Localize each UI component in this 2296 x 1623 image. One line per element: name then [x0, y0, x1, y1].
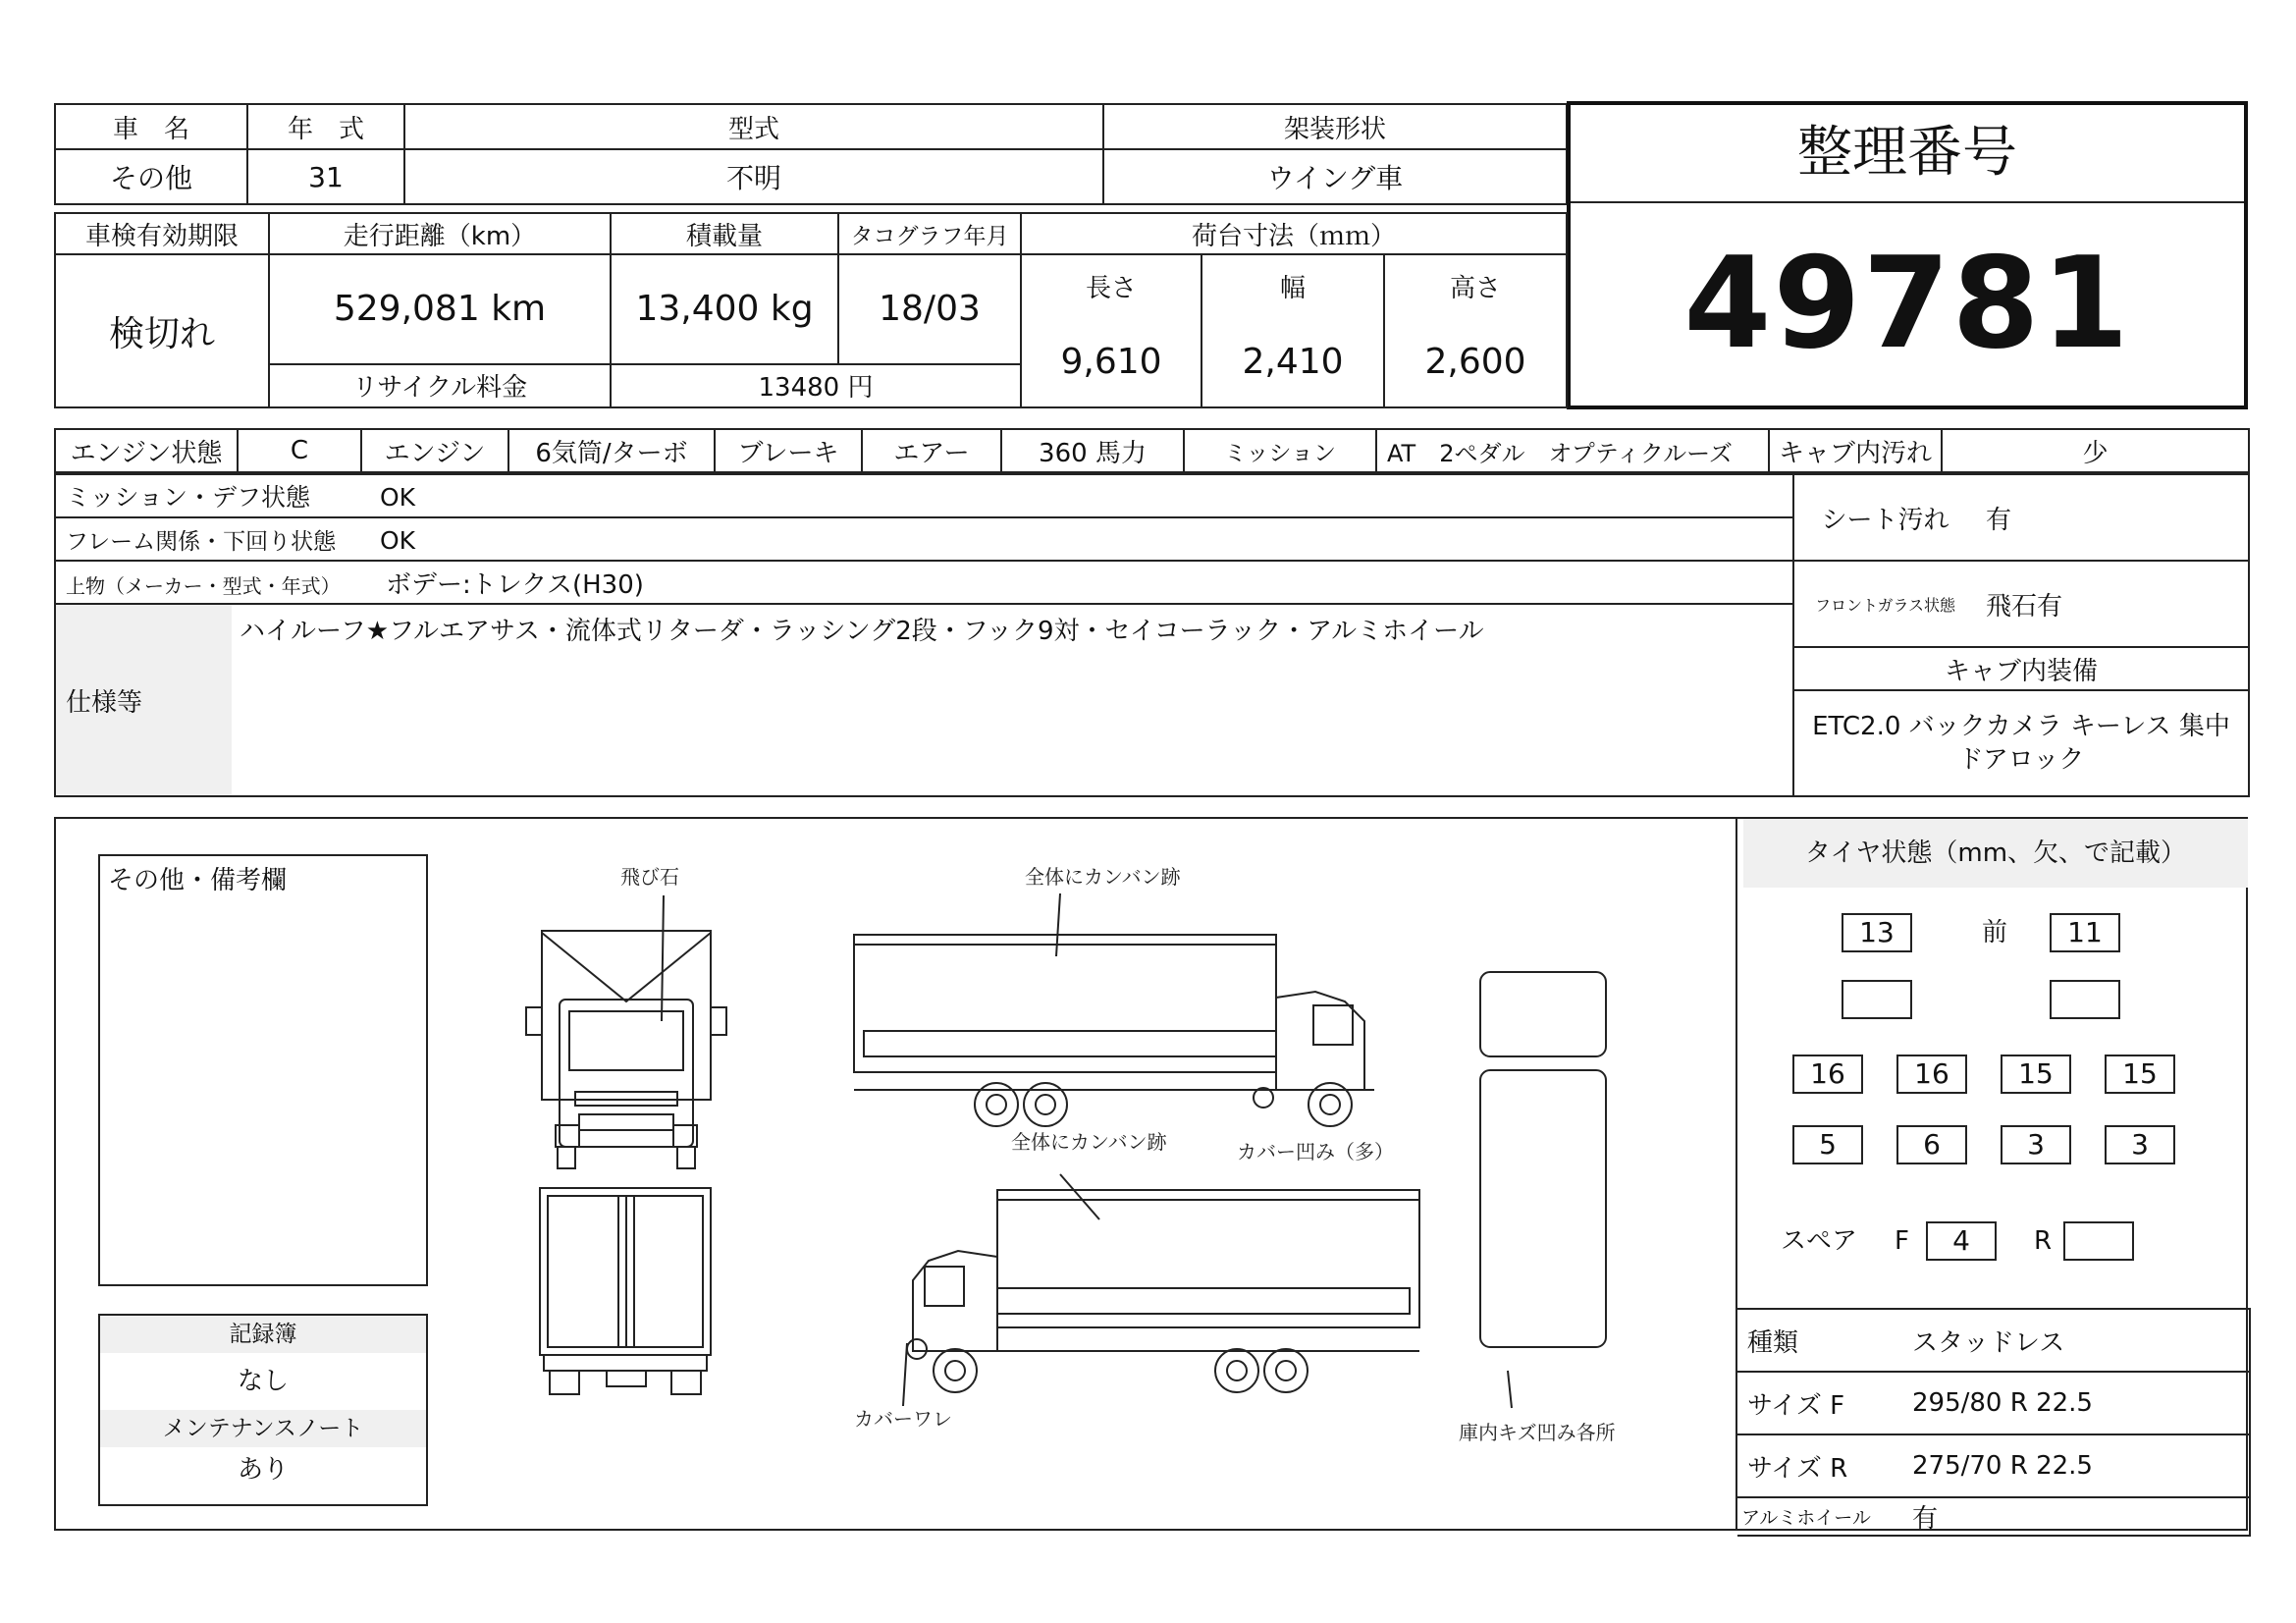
upper-label: 上物（メーカー・型式・年式） [66, 573, 341, 598]
power-value: 360 馬力 [1001, 429, 1184, 472]
note-kanban-bottom: 全体にカンバン跡 [1011, 1130, 1167, 1154]
value-model: 不明 [404, 149, 1103, 204]
tire-size-r-label: サイズ R [1737, 1434, 1902, 1497]
mission-label: ミッション [1184, 429, 1376, 472]
cab-equip-value: ETC2.0 バックカメラ キーレス 集中ドアロック [1793, 690, 2249, 796]
tire-rear2-1: 5 [1792, 1125, 1863, 1164]
frame-label: フレーム関係・下回り状態 [66, 528, 337, 555]
tire-type-value: スタッドレス [1902, 1309, 2250, 1372]
mission-value: AT 2ペダル オプティクルーズ [1376, 429, 1769, 472]
vehicle-basic-table [54, 103, 1568, 205]
capacity-label: 積載量 [611, 213, 838, 254]
windshield-value: 飛石有 [1976, 561, 2249, 647]
length-value: 9,610 [1021, 316, 1201, 407]
mission-diff-label: ミッション・デフ状態 [66, 483, 311, 512]
tire-rear2-4: 3 [2105, 1125, 2175, 1164]
maint-value: あり [237, 1455, 289, 1485]
spare-label: スペア [1781, 1226, 1858, 1256]
tire-size-r-value: 275/70 R 22.5 [1902, 1434, 2250, 1497]
tire-size-f-label: サイズ F [1737, 1372, 1902, 1434]
remarks-label: その他・備考欄 [108, 866, 288, 895]
recycle-label: リサイクル料金 [269, 364, 611, 407]
seat-dirt-value: 有 [1976, 474, 2249, 561]
note-cover-break: カバーワレ [854, 1407, 952, 1431]
mission-diff-row [55, 474, 1793, 517]
inspection-table [54, 212, 1568, 408]
cab-equip-label: キャブ内装備 [1793, 647, 2249, 690]
engine-state-value: C [238, 429, 361, 472]
windshield-label: フロントガラス状態 [1793, 561, 1976, 647]
truck-floor-plan [1480, 972, 1606, 1408]
engine-value: 6気筒/ターボ [508, 429, 715, 472]
header-name: 車 名 [55, 104, 247, 149]
tire-info-table [1737, 1308, 2251, 1537]
tire-rear2-2: 6 [1896, 1125, 1967, 1164]
dims-label: 荷台寸法（ｍｍ） [1021, 213, 1567, 254]
tire-rear2-3: 3 [2001, 1125, 2071, 1164]
tire-panel [1735, 817, 2248, 1534]
value-year: 31 [247, 149, 404, 204]
width-value: 2,410 [1201, 316, 1384, 407]
mission-diff-value: OK [380, 483, 416, 512]
truck-rear-view [540, 1188, 711, 1394]
mileage-value: 529,081 km [269, 254, 611, 363]
tire-front-right-2 [2050, 980, 2120, 1019]
header-model: 型式 [404, 104, 1103, 149]
alu-value: 有 [1902, 1497, 2250, 1536]
engine-state-label: エンジン状態 [55, 429, 238, 472]
upper-row [55, 561, 1793, 604]
tacho-value: 18/03 [838, 254, 1021, 363]
width-label: 幅 [1201, 254, 1384, 316]
truck-side-view-left [903, 1174, 1419, 1406]
frame-row [55, 517, 1793, 561]
spare-f-value: 4 [1926, 1221, 1997, 1261]
recycle-value: 13480 円 [611, 364, 1021, 407]
record-value: なし [237, 1367, 289, 1396]
registration-box [1567, 101, 2248, 409]
spare-r-label: R [2034, 1226, 2053, 1256]
spare-r-value [2063, 1221, 2134, 1261]
spare-f-label: F [1895, 1226, 1909, 1256]
tire-type-label: 種類 [1737, 1309, 1902, 1372]
spec-text: ハイルーフ★フルエアサス・流体式リターダ・ラッシング2段・フック9対・セイコーラック・アルミホイール [232, 604, 1793, 796]
tire-front-right: 11 [2050, 913, 2120, 952]
tire-rear1-2: 16 [1896, 1055, 1967, 1094]
maint-label: メンテナンスノート [100, 1410, 426, 1447]
registration-number: 49781 [1683, 231, 2131, 377]
tire-front-label: 前 [1981, 918, 2007, 947]
spec-row-table [54, 428, 2250, 473]
note-stone: 飛び石 [620, 865, 679, 889]
remarks-box [98, 854, 428, 1286]
tire-front-left-2 [1842, 980, 1912, 1019]
seat-dirt-label: シート汚れ [1793, 474, 1976, 561]
truck-front-view [526, 895, 726, 1168]
length-label: 長さ [1021, 254, 1201, 316]
frame-value: OK [380, 525, 416, 555]
height-label: 高さ [1384, 254, 1567, 316]
brake-value: エアー [862, 429, 1001, 472]
inspection-value: 検切れ [55, 254, 269, 407]
tire-header: タイヤ状態（mm、欠、で記載） [1743, 819, 2248, 888]
brake-label: ブレーキ [715, 429, 862, 472]
header-body: 架装形状 [1103, 104, 1567, 149]
tire-front-left: 13 [1842, 913, 1912, 952]
height-value: 2,600 [1384, 316, 1567, 407]
inspection-label: 車検有効期限 [55, 213, 269, 254]
value-name: その他 [55, 149, 247, 204]
cab-dirt-label: キャブ内汚れ [1769, 429, 1942, 472]
note-inside: 庫内キズ凹み各所 [1459, 1421, 1616, 1444]
note-cover-dent: カバー凹み（多） [1237, 1140, 1394, 1163]
tire-rear1-4: 15 [2105, 1055, 2175, 1094]
tire-rear1-3: 15 [2001, 1055, 2071, 1094]
header-year: 年 式 [247, 104, 404, 149]
cab-dirt-value: 少 [1942, 429, 2249, 472]
mileage-label: 走行距離（km） [269, 213, 611, 254]
spec-label: 仕様等 [55, 604, 232, 796]
engine-label: エンジン [361, 429, 508, 472]
truck-diagram [432, 825, 1728, 1512]
cab-table [1792, 473, 2250, 797]
record-label: 記録簿 [100, 1316, 426, 1353]
tire-size-f-value: 295/80 R 22.5 [1902, 1372, 2250, 1434]
upper-value: ボデー:トレクス(H30) [386, 569, 644, 600]
condition-table [54, 473, 1794, 797]
truck-side-view-right [854, 893, 1374, 1126]
note-kanban-top: 全体にカンバン跡 [1025, 865, 1181, 889]
capacity-value: 13,400 kg [611, 254, 838, 363]
tacho-label: タコグラフ年月 [838, 213, 1021, 254]
alu-label: アルミホイール [1737, 1497, 1902, 1536]
value-body: ウイング車 [1103, 149, 1567, 204]
registration-label: 整理番号 [1571, 105, 2244, 203]
record-box [98, 1314, 428, 1506]
tire-rear1-1: 16 [1792, 1055, 1863, 1094]
